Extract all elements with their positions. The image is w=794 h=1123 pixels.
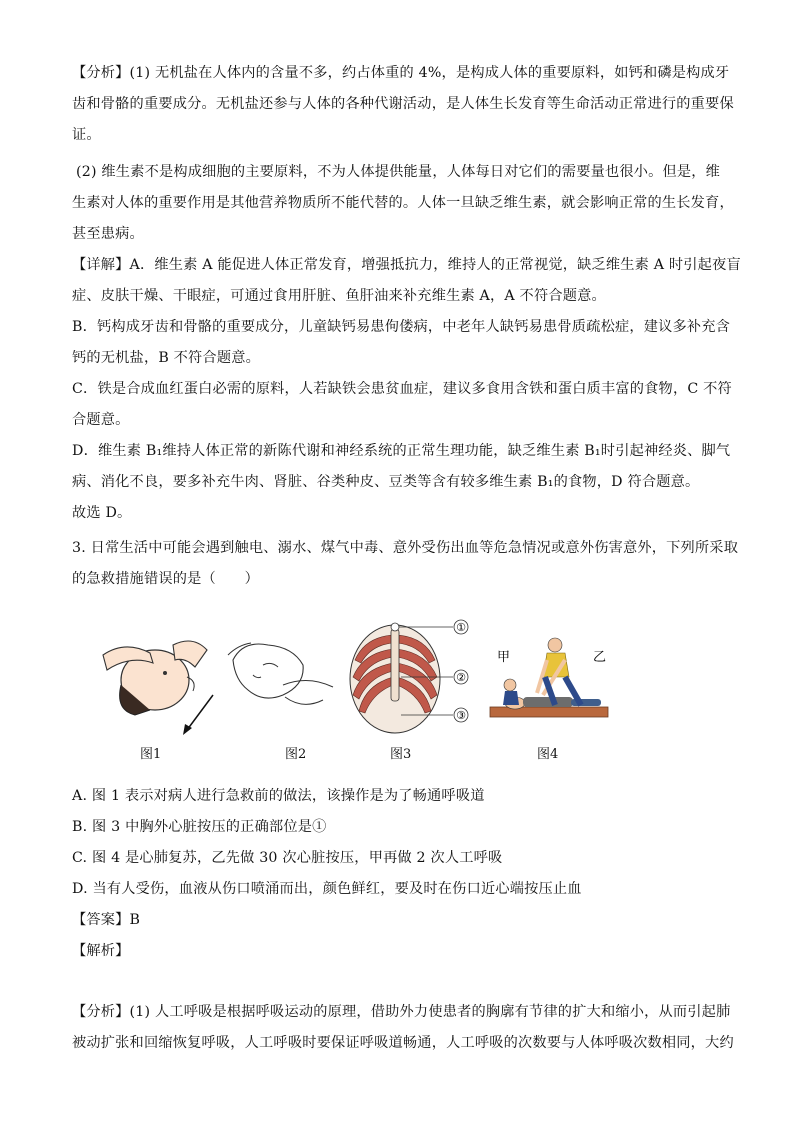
answer-line: 【答案】B [72,912,141,928]
figure-3-caption: 图3 [390,747,412,762]
text-line: 【分析】(1) 人工呼吸是根据呼吸运动的原理，借助外力使患者的胸廓有节律的扩大和缩小，从而引起肺 [72,1004,731,1020]
question-stem: 的急救措施错误的是（ ） [72,571,260,587]
fig4-label-yi: 乙 [593,650,607,665]
figure-2 [223,615,343,762]
option-b: B. 图 3 中胸外心脏按压的正确部位是① [72,819,327,835]
text-line: 合题意。 [72,412,130,428]
text-line: C．铁是合成血红蛋白必需的原料，人若缺铁会患贫血症，建议多食用含铁和蛋白质丰富的食物，C 不符 [72,381,732,397]
figure-row [95,615,615,765]
text-line: D．维生素 B₁维持人体正常的新陈代谢和神经系统的正常生理功能，缺乏维生素 B₁时引起神经炎、脚气 [72,443,731,459]
fig3-label-1: ① [456,621,466,634]
fig3-label-3: ③ [456,709,466,722]
text-line: 病、消化不良，要多补充牛肉、肾脏、谷类种皮、豆类等含有较多维生素 B₁的食物，D 符合题意。 [72,474,700,490]
analysis-heading: 【解析】 [72,943,130,959]
text-line: 钙的无机盐，B 不符合题意。 [72,350,260,366]
rib-cage-illustration [345,615,475,740]
text-line: 生素对人体的重要作用是其他营养物质所不能代替的。人体一旦缺乏维生素，就会影响正常的生长发育， [72,195,734,211]
text-line: B．钙构成牙齿和骨骼的重要成分，儿童缺钙易患佝偻病，中老年人缺钙易患骨质疏松症，建议多补充含 [72,319,731,335]
figure-1 [95,615,225,762]
recovery-position-illustration [223,615,343,740]
figure-4-caption: 图4 [537,747,559,762]
text-line: 甚至患病。 [72,226,144,242]
option-a: A. 图 1 表示对病人进行急救前的做法，该操作是为了畅通呼吸道 [72,788,485,804]
figure-1-caption: 图1 [140,747,162,762]
option-d: D. 当有人受伤，血液从伤口喷涌而出，颜色鲜红，要及时在伤口近心端按压止血 [72,881,582,897]
cpr-illustration [485,615,615,740]
text-line: 故选 D。 [72,505,132,521]
figure-2-caption: 图2 [285,747,307,762]
text-line: 齿和骨骼的重要成分。无机盐还参与人体的各种代谢活动，是人体生长发育等生命活动正常进行的重要保 [72,96,734,112]
fig3-label-2: ② [456,671,466,684]
text-line: 【分析】(1) 无机盐在人体内的含量不多，约占体重的 4%，是构成人体的重要原料，如钙和磷是构成牙 [72,65,730,81]
text-line: 证。 [72,127,101,143]
head-tilt-illustration [95,615,225,740]
question-stem: 3. 日常生活中可能会遇到触电、溺水、煤气中毒、意外受伤出血等危急情况或意外伤害意外，下列所采取 [72,540,739,556]
option-c: C. 图 4 是心肺复苏，乙先做 30 次心脏按压，甲再做 2 次人工呼吸 [72,850,503,866]
fig4-label-jia: 甲 [497,650,511,665]
text-line: (2) 维生素不是构成细胞的主要原料，不为人体提供能量，人体每日对它们的需要量也很小。但是，维 [76,164,721,180]
figure-3 [345,615,475,762]
figure-4 [485,615,615,762]
text-line: 症、皮肤干燥、干眼症，可通过食用肝脏、鱼肝油来补充维生素 A，A 不符合题意。 [72,288,606,304]
text-line: 【详解】A．维生素 A 能促进人体正常发育，增强抵抗力，维持人的正常视觉，缺乏维生素 A 时引起夜盲 [72,257,741,273]
text-line: 被动扩张和回缩恢复呼吸，人工呼吸时要保证呼吸道畅通，人工呼吸的次数要与人体呼吸次数相同，大约 [72,1035,734,1051]
